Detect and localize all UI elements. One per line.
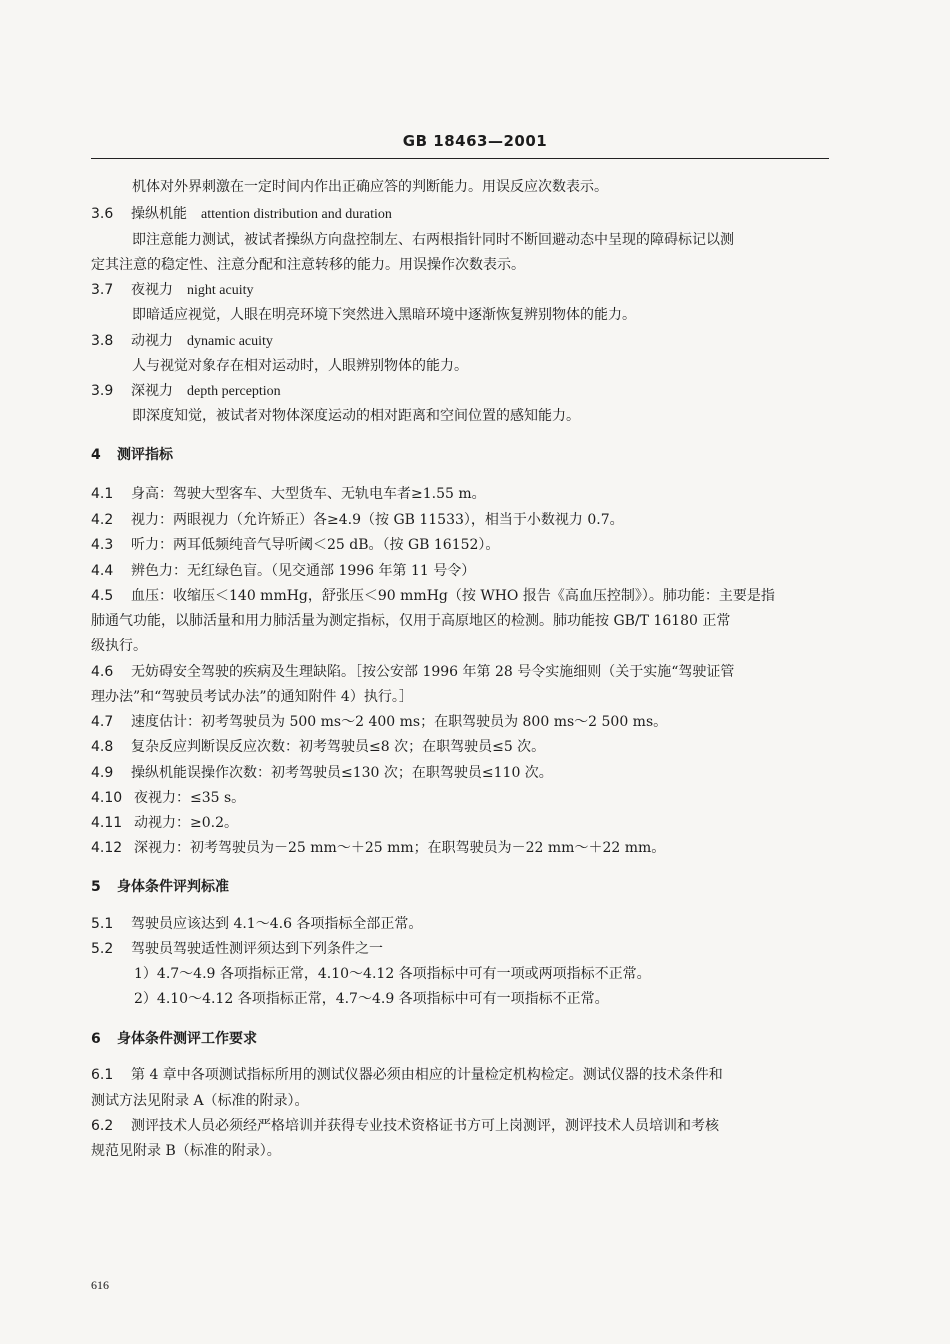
paragraph-line: 即深度知觉，被试者对物体深度运动的相对距离和空间位置的感知能力。: [132, 408, 580, 424]
section-title: 身体条件测评工作要求: [117, 1031, 257, 1047]
clause-item: [91, 813, 238, 833]
clause-item: [91, 939, 383, 959]
clause-item: [91, 586, 775, 606]
clause-number: 4.7: [91, 714, 114, 730]
clause-item: [91, 737, 545, 757]
clause-item: [91, 510, 624, 530]
clause-item: [91, 914, 422, 934]
paragraph-line: 即注意能力测试，被试者操纵方向盘控制左、右两根指针同时不断回避动态中呈现的障碍标记以测: [132, 232, 734, 248]
clause-item: [91, 838, 665, 858]
clause-item: [91, 535, 499, 555]
clause-number: 4.2: [91, 512, 114, 528]
clause-item: [91, 1065, 723, 1085]
clause-item: [91, 484, 486, 504]
section-heading: [91, 877, 229, 897]
section-title: 测评指标: [117, 447, 173, 463]
clause-text: 第 4 章中各项测试指标所用的测试仪器必须由相应的计量检定机构检定。测试仪器的技术条件和: [131, 1067, 723, 1083]
clause-text: 操纵机能误操作次数：初考驾驶员≤130 次；在职驾驶员≤110 次。: [131, 765, 553, 781]
clause-number: 5.2: [91, 941, 114, 957]
clause-text: 深视力：初考驾驶员为－25 mm～＋25 mm；在职驾驶员为－22 mm～＋22 mm。: [134, 840, 666, 856]
clause-number: 6.1: [91, 1067, 114, 1083]
paragraph-line: 规范见附录 B（标准的附录）。: [91, 1143, 281, 1159]
page-number: 616: [91, 1278, 109, 1292]
paragraph-line: 即暗适应视觉，人眼在明亮环境下突然进入黑暗环境中逐渐恢复辨别物体的能力。: [132, 307, 636, 323]
clause-number: 4.11: [91, 815, 123, 831]
clause-item: [91, 712, 667, 732]
section-heading: [91, 1029, 257, 1049]
paragraph-line: 级执行。: [91, 638, 147, 654]
clause-number: 4.5: [91, 588, 114, 604]
clause-number: 4.8: [91, 739, 114, 755]
clause-text: 驾驶员驾驶适性测评须达到下列条件之一: [131, 941, 383, 957]
term-heading: [91, 280, 254, 301]
paragraph-line: 测试方法见附录 A（标准的附录）。: [91, 1093, 309, 1109]
clause-number: 3.6: [91, 206, 114, 222]
clause-text: 听力：两耳低频纯音气导听阈＜25 dB。（按 GB 16152）。: [131, 537, 500, 553]
clause-text: 测评技术人员必须经严格培训并获得专业技术资格证书方可上岗测评，测评技术人员培训和考核: [131, 1118, 719, 1134]
clause-number: 6.2: [91, 1118, 114, 1134]
clause-number: 4.6: [91, 664, 114, 680]
paragraph-line: 定其注意的稳定性、注意分配和注意转移的能力。用误操作次数表示。: [91, 257, 525, 273]
term-title: 深视力: [131, 383, 173, 399]
clause-text: 动视力：≥0.2。: [134, 815, 238, 831]
term-heading: [91, 204, 392, 225]
section-heading: [91, 445, 173, 465]
section-number: 5: [91, 879, 101, 895]
clause-number: 4.12: [91, 840, 123, 856]
clause-text: 无妨碍安全驾驶的疾病及生理缺陷。［按公安部 1996 年第 28 号令实施细则（关于实施“驾驶证管: [131, 664, 735, 680]
clause-text: 血压：收缩压＜140 mmHg，舒张压＜90 mmHg（按 WHO 报告《高血压控制》）。肺功能：主要是指: [131, 588, 775, 604]
clause-number: 3.8: [91, 333, 114, 349]
clause-text: 驾驶员应该达到 4.1～4.6 各项指标全部正常。: [131, 916, 423, 932]
paragraph-line: 机体对外界刺激在一定时间内作出正确应答的判断能力。用误反应次数表示。: [132, 179, 608, 195]
term-english: depth perception: [187, 384, 281, 399]
clause-item: [91, 763, 553, 783]
section-title: 身体条件评判标准: [117, 879, 229, 895]
clause-number: 4.9: [91, 765, 114, 781]
clause-text: 速度估计：初考驾驶员为 500 ms～2 400 ms；在职驾驶员为 800 ms～2 500 ms。: [131, 714, 668, 730]
section-number: 4: [91, 447, 101, 463]
clause-text: 辨色力：无红绿色盲。（见交通部 1996 年第 11 号令）: [131, 563, 476, 579]
clause-number: 4.10: [91, 790, 123, 806]
clause-item: [91, 662, 734, 682]
clause-item: [91, 788, 245, 808]
paragraph-line: 人与视觉对象存在相对运动时，人眼辨别物体的能力。: [132, 358, 468, 374]
clause-text: 复杂反应判断误反应次数：初考驾驶员≤8 次；在职驾驶员≤5 次。: [131, 739, 546, 755]
term-heading: [91, 381, 281, 402]
list-item: 1）4.7～4.9 各项指标正常，4.10～4.12 各项指标中可有一项或两项指标不正常。: [134, 966, 651, 982]
clause-number: 4.3: [91, 537, 114, 553]
list-item: 2）4.10～4.12 各项指标正常，4.7～4.9 各项指标中可有一项指标不正常。: [134, 991, 609, 1007]
term-english: dynamic acuity: [187, 334, 273, 349]
term-title: 动视力: [131, 333, 173, 349]
clause-text: 身高：驾驶大型客车、大型货车、无轨电车者≥1.55 m。: [131, 486, 486, 502]
header-rule: [91, 158, 829, 159]
clause-number: 3.9: [91, 383, 114, 399]
clause-item: [91, 561, 475, 581]
term-heading: [91, 331, 273, 352]
term-english: attention distribution and duration: [201, 207, 392, 222]
clause-item: [91, 1116, 719, 1136]
clause-text: 夜视力：≤35 s。: [134, 790, 246, 806]
paragraph-line: 理办法”和“驾驶员考试办法”的通知附件 4）执行。］: [91, 689, 413, 705]
clause-number: 4.1: [91, 486, 114, 502]
clause-number: 5.1: [91, 916, 114, 932]
clause-text: 视力：两眼视力（允许矫正）各≥4.9（按 GB 11533），相当于小数视力 0.7。: [131, 512, 624, 528]
paragraph-line: 肺通气功能，以肺活量和用力肺活量为测定指标，仅用于高原地区的检测。肺功能按 GB/T 16180 正常: [91, 613, 731, 629]
section-number: 6: [91, 1031, 101, 1047]
term-english: night acuity: [187, 283, 254, 298]
term-title: 夜视力: [131, 282, 173, 298]
clause-number: 4.4: [91, 563, 114, 579]
page-header: GB 18463—2001: [402, 132, 548, 150]
clause-number: 3.7: [91, 282, 114, 298]
term-title: 操纵机能: [131, 206, 187, 222]
